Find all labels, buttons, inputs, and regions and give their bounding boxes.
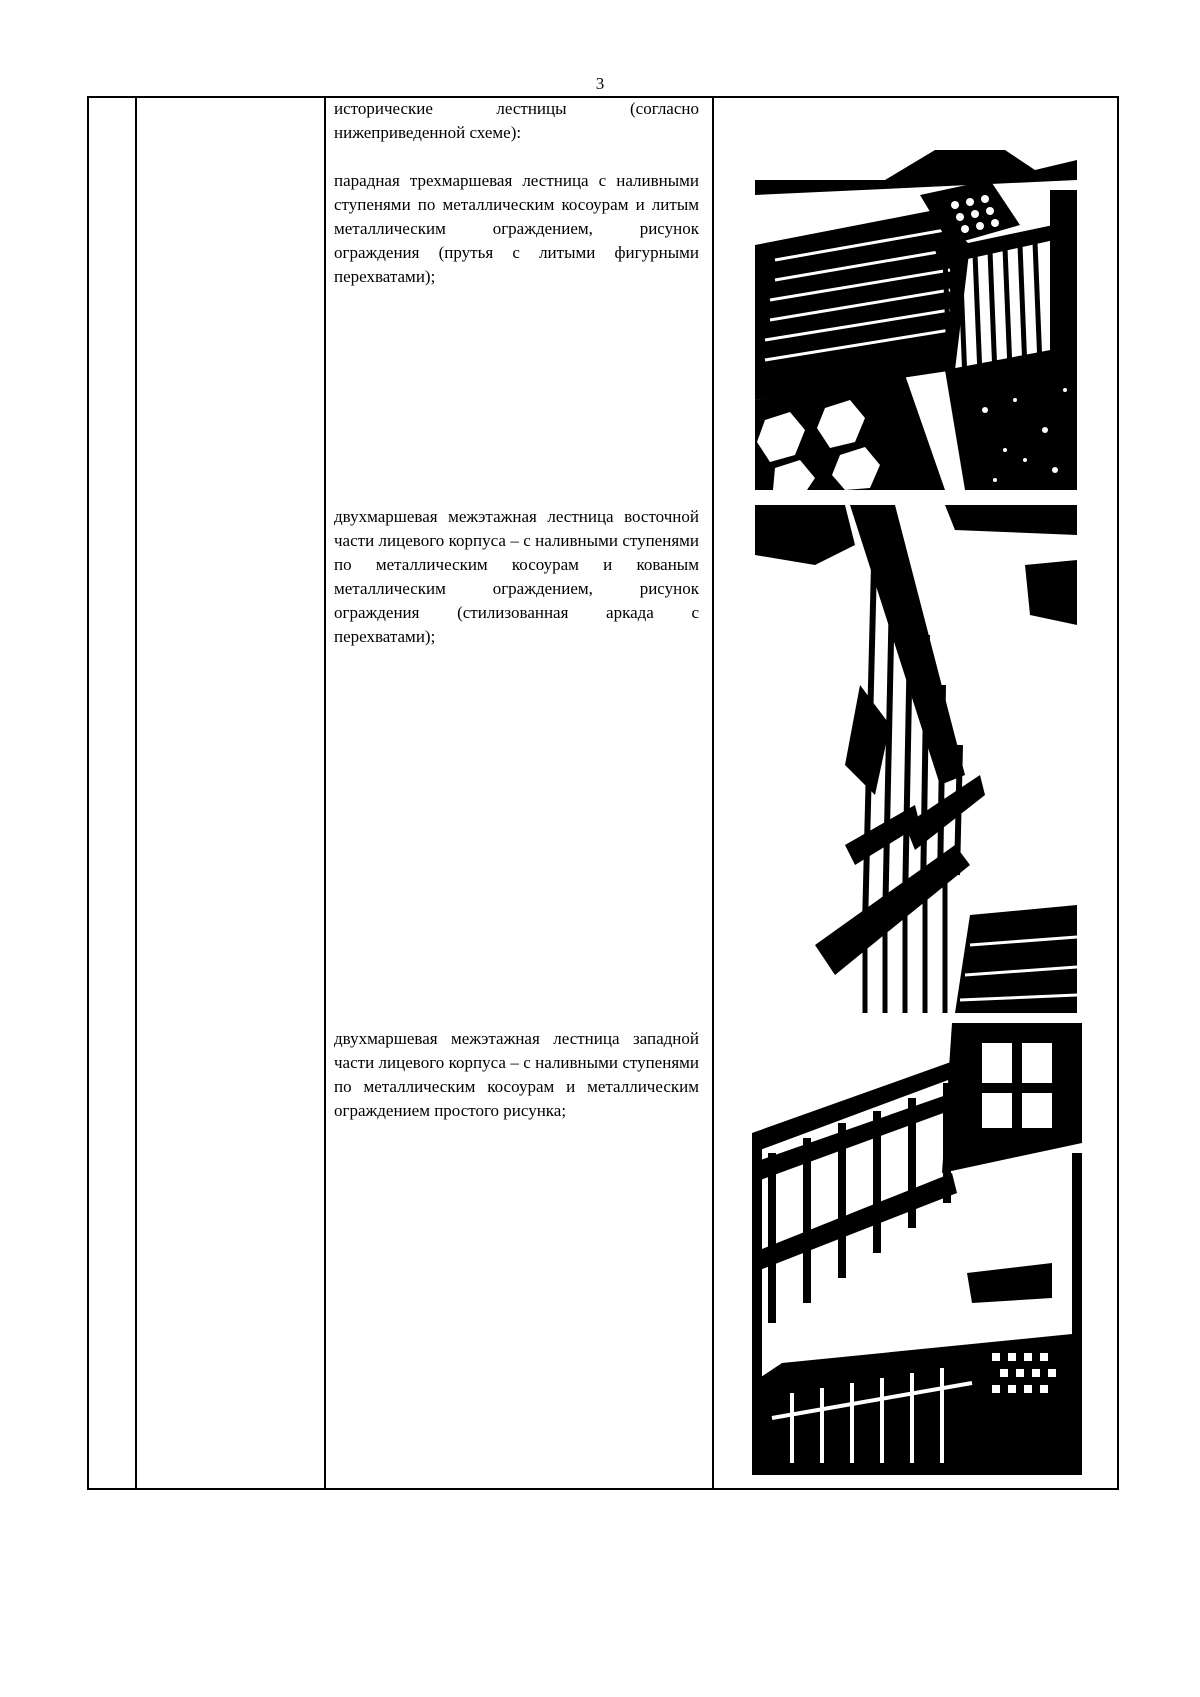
column-divider [712, 98, 714, 1488]
photo-east-staircase [755, 505, 1077, 1013]
column-divider [324, 98, 326, 1488]
photo-west-staircase [752, 1023, 1082, 1475]
intro-text: исторические лестницы (согласно нижеприведенной схеме): [334, 99, 699, 142]
page-number: 3 [595, 74, 605, 93]
photo-main-staircase [755, 150, 1077, 490]
item-text-west-staircase: двухмаршевая межэтажная лестница западной части лицевого корпуса – с наливными ступенями по металлическим косоурам и металлическим ограждением простого рисунка; [334, 1029, 699, 1120]
item-text-east-staircase: двухмаршевая межэтажная лестница восточной части лицевого корпуса – с наливными ступенями по металлическим косоурам и кованым металлическим ограждением, рисунок ограждения (стилизованная аркада с перехватами); [334, 507, 699, 646]
column-divider [135, 98, 137, 1488]
item-text-main-staircase: парадная трехмаршевая лестница с наливными ступенями по металлическим косоурам и литым металлическим ограждением, рисунок ограждения (прутья с литыми фигурными перехватами); [334, 171, 699, 286]
